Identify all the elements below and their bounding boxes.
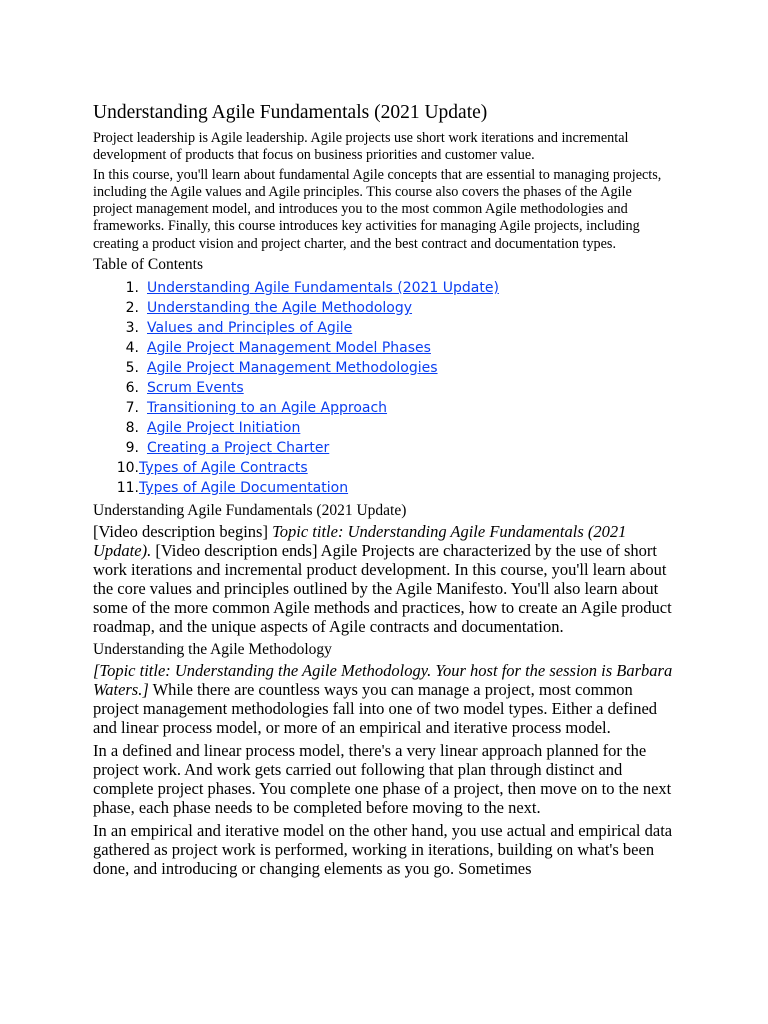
topic-title-text: Topic title: Understanding Agile Fundamentals (2021 Update).	[93, 522, 627, 561]
toc-item-number: 2.	[125, 300, 139, 317]
toc-item	[93, 378, 683, 398]
toc-item-number: 1.	[125, 280, 139, 297]
section-paragraph: In an empirical and iterative model on the other hand, you use actual and empirical data gathered as project work is performed, working in iterations, building on what's been done, and introducing or changing elements as you go. Sometimes	[93, 821, 673, 879]
intro-paragraph: Project leadership is Agile leadership. Agile projects use short work iterations and incremental development of products that focus on business priorities and customer value.	[93, 130, 629, 164]
toc-link[interactable]: Values and Principles of Agile	[147, 320, 353, 337]
toc-heading: Table of Contents	[93, 256, 203, 274]
toc-item	[93, 458, 683, 478]
paragraph-text: [Video description begins]	[93, 522, 273, 542]
toc-link[interactable]: Types of Agile Contracts	[139, 460, 308, 477]
toc-item	[93, 298, 683, 318]
toc-item-number: 5.	[125, 360, 139, 377]
toc-link[interactable]: Scrum Events	[147, 380, 244, 397]
toc-link[interactable]: Agile Project Management Methodologies	[147, 360, 438, 377]
toc-item-number: 9.	[125, 440, 139, 457]
toc-item-number: 4.	[125, 340, 139, 357]
toc-link[interactable]: Agile Project Initiation	[147, 420, 301, 437]
toc-item	[93, 418, 683, 438]
document-page	[93, 101, 683, 882]
document-title: Understanding Agile Fundamentals (2021 Update)	[93, 102, 488, 123]
intro-section	[93, 130, 683, 253]
toc-item	[93, 438, 683, 458]
toc-link[interactable]: Agile Project Management Model Phases	[147, 340, 431, 357]
toc-link[interactable]: Types of Agile Documentation	[139, 480, 349, 497]
toc-item	[93, 338, 683, 358]
section-heading: Understanding the Agile Methodology	[93, 641, 332, 659]
toc-item-number: 7.	[125, 400, 139, 417]
section-paragraph: In a defined and linear process model, there's a very linear approach planned for the project work. And work gets carried out following that plan through distinct and complete project phases. You complete one phase of a project, then move on to the next phase, each phase needs to be completed before moving to the next.	[93, 741, 672, 818]
toc-item-number: 8.	[125, 420, 139, 437]
toc-item	[93, 358, 683, 378]
table-of-contents	[93, 278, 683, 498]
paragraph-text: [Video description ends] Agile Projects are characterized by the use of short work iterations and incremental product development. In this course, you'll learn about the core values and principles outlined by the Agile Manifesto. You'll also learn about some of the more common Agile methods and practices, how to create an Agile product roadmap, and the unique aspects of Agile contracts and documentation.	[93, 541, 672, 637]
toc-link[interactable]: Creating a Project Charter	[147, 440, 330, 457]
toc-item	[93, 398, 683, 418]
toc-item	[93, 278, 683, 298]
toc-item-number: 11.	[116, 480, 139, 497]
section-paragraph	[93, 661, 675, 737]
toc-item	[93, 478, 683, 498]
toc-item-number: 6.	[125, 380, 139, 397]
section-paragraph	[93, 522, 675, 636]
toc-item	[93, 318, 683, 338]
toc-link[interactable]: Understanding Agile Fundamentals (2021 Update)	[147, 280, 499, 297]
topic-title-text: [Topic title: Understanding the Agile Methodology. Your host for the session is Barbara Waters.]	[93, 661, 673, 700]
toc-item-number: 3.	[125, 320, 139, 337]
toc-link[interactable]: Transitioning to an Agile Approach	[147, 400, 388, 417]
paragraph-text: While there are countless ways you can manage a project, most common project management methodologies fall into one of two model types. Either a defined and linear process model, or more of an empirical and iterative process model.	[93, 680, 658, 738]
toc-link[interactable]: Understanding the Agile Methodology	[147, 300, 413, 317]
section-heading: Understanding Agile Fundamentals (2021 Update)	[93, 502, 407, 520]
intro-paragraph: In this course, you'll learn about fundamental Agile concepts that are essential to managing projects, including the Agile values and Agile principles. This course also covers the phases of the Agile project management model, and introduces you to the most common Agile methodologies and frameworks. Finally, this course introduces key activities for managing Agile projects, including creating a product vision and project charter, and the best contract and documentation types.	[93, 166, 662, 252]
toc-item-number: 10.	[116, 460, 139, 477]
